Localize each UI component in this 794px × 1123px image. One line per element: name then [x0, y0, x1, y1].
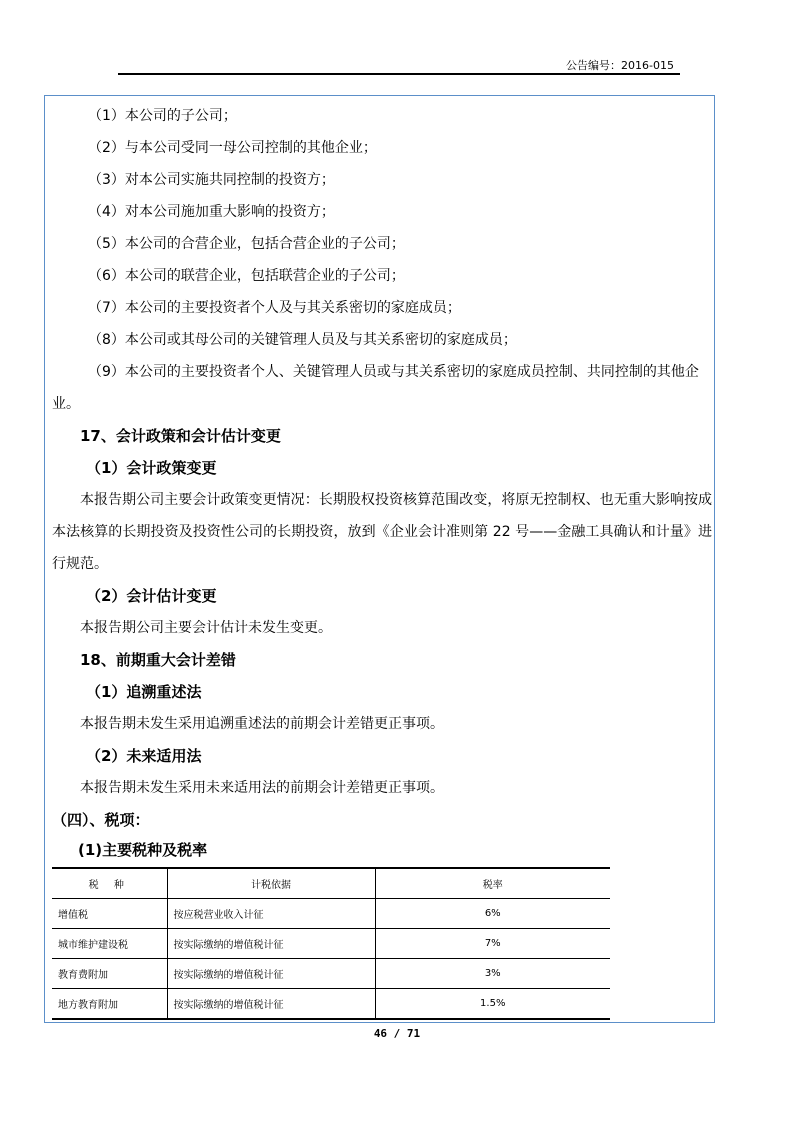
section-4-heading: （四）、税项：: [52, 811, 150, 829]
list-item: （6）本公司的联营企业，包括联营企业的子公司；: [88, 268, 405, 284]
tax-type-cell: 城市维护建设税: [52, 929, 167, 959]
section-18-2-heading: （2）未来适用法: [86, 747, 202, 765]
table-row: [52, 989, 610, 1020]
table-row: [52, 899, 610, 929]
tax-basis-cell: 按实际缴纳的增值税计征: [167, 929, 375, 959]
list-item: （8）本公司或其母公司的关键管理人员及与其关系密切的家庭成员；: [88, 332, 517, 348]
tax-basis-cell: 按实际缴纳的增值税计征: [167, 959, 375, 989]
tax-rate-cell: 7%: [375, 929, 610, 959]
section-17-1-text: 本报告期公司主要会计政策变更情况：长期股权投资核算范围改变，将原无控制权、也无重大影响按成本法核算的长期投资及投资性公司的长期投资，放到《企业会计准则第 22 号——金融工具确认和计量》进行规范。: [52, 492, 712, 572]
tax-rate-cell: 3%: [375, 959, 610, 989]
table-header-row: [52, 868, 610, 899]
table-row: [52, 929, 610, 959]
section-18-1-text: 本报告期未发生采用追溯重述法的前期会计差错更正事项。: [80, 716, 444, 732]
tax-rate-cell: 6%: [375, 899, 610, 929]
header-rule: [118, 73, 680, 75]
header-code: 公告编号：2016-015: [566, 59, 674, 72]
tax-type-cell: 增值税: [52, 899, 167, 929]
list-item: （2）与本公司受同一母公司控制的其他企业；: [88, 140, 377, 156]
tax-basis-cell: 按应税营业收入计征: [167, 899, 375, 929]
section-17-2-heading: （2）会计估计变更: [86, 587, 217, 605]
page-content: [52, 100, 712, 864]
tax-table-title: (1)主要税种及税率: [78, 841, 208, 859]
tax-type-cell: 地方教育附加: [52, 989, 167, 1020]
table-row: [52, 959, 610, 989]
page-number: 46 / 71: [373, 1027, 421, 1040]
tax-rate-cell: 1.5%: [375, 989, 610, 1020]
list-item: （5）本公司的合营企业，包括合营企业的子公司；: [88, 236, 405, 252]
section-18-1-heading: （1）追溯重述法: [86, 683, 202, 701]
tax-basis-cell: 按实际缴纳的增值税计征: [167, 989, 375, 1020]
section-17-2-text: 本报告期公司主要会计估计未发生变更。: [80, 620, 332, 636]
header-tax-rate: 税率: [375, 868, 610, 899]
list-item: （1）本公司的子公司；: [88, 108, 237, 124]
list-item: （9）本公司的主要投资者个人、关键管理人员或与其关系密切的家庭成员控制、共同控制的其他企业。: [52, 364, 699, 412]
section-17-1-heading: （1）会计政策变更: [86, 459, 217, 477]
section-17-heading: 17、会计政策和会计估计变更: [80, 427, 281, 445]
list-item: （4）对本公司施加重大影响的投资方；: [88, 204, 335, 220]
list-item: （7）本公司的主要投资者个人及与其关系密切的家庭成员；: [88, 300, 461, 316]
list-item: （3）对本公司实施共同控制的投资方；: [88, 172, 335, 188]
tax-type-cell: 教育费附加: [52, 959, 167, 989]
section-18-2-text: 本报告期未发生采用未来适用法的前期会计差错更正事项。: [80, 780, 444, 796]
header-tax-type: 税 种: [52, 868, 167, 899]
section-18-heading: 18、前期重大会计差错: [80, 651, 236, 669]
header-tax-basis: 计税依据: [167, 868, 375, 899]
tax-table: [52, 867, 610, 1020]
